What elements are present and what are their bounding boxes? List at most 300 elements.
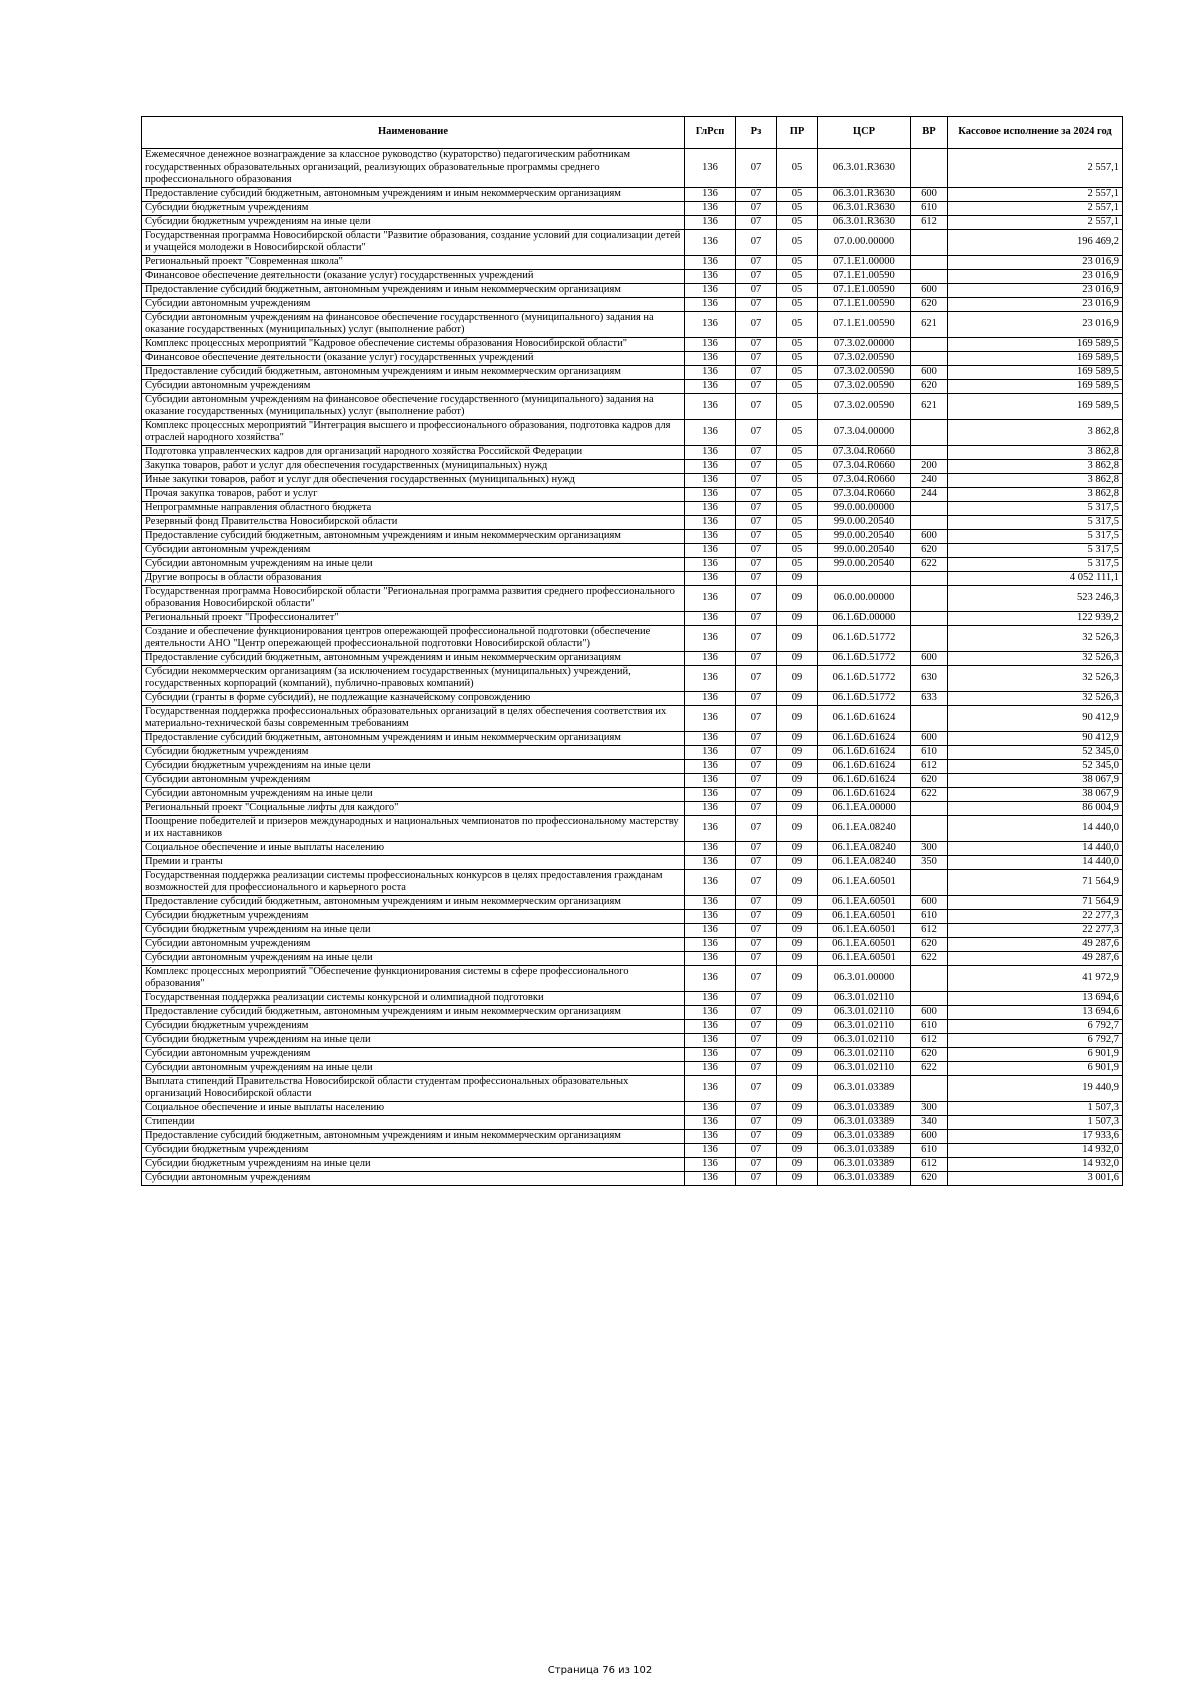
cell-pr: 09 [777,705,818,731]
cell-vr: 600 [911,1129,948,1143]
cell-rz: 07 [736,1033,777,1047]
cell-rz: 07 [736,815,777,841]
cell-name: Предоставление субсидий бюджетным, автономным учреждениям и иным некоммерческим организациям [142,1005,685,1019]
table-row [142,365,1123,379]
cell-vr: 610 [911,1019,948,1033]
cell-amount: 14 440,0 [948,815,1123,841]
cell-glrsp: 136 [685,529,736,543]
cell-amount: 71 564,9 [948,895,1123,909]
cell-amount: 86 004,9 [948,801,1123,815]
cell-vr: 600 [911,651,948,665]
cell-name: Субсидии автономным учреждениям [142,1171,685,1185]
cell-vr: 620 [911,379,948,393]
cell-pr: 05 [777,419,818,445]
cell-glrsp: 136 [685,297,736,311]
cell-rz: 07 [736,365,777,379]
cell-rz: 07 [736,869,777,895]
cell-vr: 610 [911,745,948,759]
cell-name: Субсидии бюджетным учреждениям [142,1019,685,1033]
table-row [142,869,1123,895]
table-row [142,759,1123,773]
cell-pr: 09 [777,1115,818,1129]
cell-amount: 90 412,9 [948,705,1123,731]
cell-vr: 244 [911,487,948,501]
cell-rz: 07 [736,379,777,393]
cell-glrsp: 136 [685,473,736,487]
header-rz: Рз [736,117,777,149]
cell-vr [911,337,948,351]
cell-amount: 23 016,9 [948,283,1123,297]
cell-glrsp: 136 [685,351,736,365]
cell-vr: 620 [911,297,948,311]
cell-glrsp: 136 [685,625,736,651]
cell-rz: 07 [736,1019,777,1033]
cell-pr: 09 [777,731,818,745]
cell-rz: 07 [736,611,777,625]
table-row [142,909,1123,923]
cell-pr: 09 [777,1075,818,1101]
cell-glrsp: 136 [685,269,736,283]
cell-pr: 05 [777,379,818,393]
cell-csr: 06.3.01.02110 [818,1019,911,1033]
cell-pr: 09 [777,1171,818,1185]
table-header-row [142,117,1123,149]
cell-rz: 07 [736,1129,777,1143]
cell-amount: 5 317,5 [948,543,1123,557]
cell-vr [911,625,948,651]
cell-amount: 17 933,6 [948,1129,1123,1143]
cell-rz: 07 [736,991,777,1005]
table-row [142,419,1123,445]
cell-amount: 52 345,0 [948,745,1123,759]
table-row [142,705,1123,731]
cell-csr: 06.3.01.R3630 [818,215,911,229]
cell-csr: 07.1.E1.00590 [818,269,911,283]
cell-csr: 06.1.6D.51772 [818,625,911,651]
cell-rz: 07 [736,515,777,529]
cell-name: Региональный проект "Профессионалитет" [142,611,685,625]
cell-pr: 09 [777,815,818,841]
cell-rz: 07 [736,459,777,473]
cell-vr [911,149,948,188]
cell-pr: 09 [777,965,818,991]
cell-csr: 07.1.E1.00000 [818,255,911,269]
cell-vr [911,269,948,283]
cell-glrsp: 136 [685,937,736,951]
cell-glrsp: 136 [685,1157,736,1171]
cell-pr: 09 [777,691,818,705]
table-row [142,895,1123,909]
table-row [142,1101,1123,1115]
cell-amount: 3 862,8 [948,487,1123,501]
cell-name: Субсидии автономным учреждениям [142,773,685,787]
cell-pr: 09 [777,1047,818,1061]
cell-rz: 07 [736,691,777,705]
cell-glrsp: 136 [685,773,736,787]
cell-amount: 38 067,9 [948,773,1123,787]
cell-csr: 06.1.EA.08240 [818,855,911,869]
cell-glrsp: 136 [685,149,736,188]
cell-vr: 620 [911,773,948,787]
cell-vr: 612 [911,1157,948,1171]
cell-name: Государственная поддержка профессиональных образовательных организаций в целях обеспечения соответствия их материально-технической базы современным требованиям [142,705,685,731]
cell-csr: 07.3.02.00590 [818,351,911,365]
cell-name: Комплекс процессных мероприятий "Кадровое обеспечение системы образования Новосибирской области" [142,337,685,351]
cell-amount: 52 345,0 [948,759,1123,773]
cell-amount: 23 016,9 [948,269,1123,283]
table-row [142,473,1123,487]
cell-csr: 06.1.6D.61624 [818,705,911,731]
table-row [142,787,1123,801]
cell-vr: 620 [911,1171,948,1185]
cell-name: Субсидии автономным учреждениям на иные цели [142,787,685,801]
cell-csr: 06.3.01.R3630 [818,149,911,188]
cell-csr: 06.3.01.03389 [818,1171,911,1185]
cell-name: Субсидии бюджетным учреждениям на иные цели [142,923,685,937]
cell-glrsp: 136 [685,1005,736,1019]
cell-glrsp: 136 [685,487,736,501]
cell-csr: 06.3.01.00000 [818,965,911,991]
cell-glrsp: 136 [685,705,736,731]
cell-amount: 3 862,8 [948,459,1123,473]
cell-amount: 90 412,9 [948,731,1123,745]
table-row [142,229,1123,255]
header-amount: Кассовое исполнение за 2024 год [948,117,1123,149]
cell-amount: 169 589,5 [948,337,1123,351]
cell-amount: 71 564,9 [948,869,1123,895]
cell-pr: 05 [777,473,818,487]
cell-vr: 300 [911,1101,948,1115]
cell-glrsp: 136 [685,459,736,473]
cell-rz: 07 [736,351,777,365]
cell-glrsp: 136 [685,855,736,869]
table-row [142,1047,1123,1061]
cell-vr [911,815,948,841]
cell-pr: 09 [777,1129,818,1143]
cell-vr [911,585,948,611]
cell-amount: 196 469,2 [948,229,1123,255]
cell-vr: 612 [911,1033,948,1047]
cell-rz: 07 [736,269,777,283]
cell-amount: 3 862,8 [948,419,1123,445]
cell-pr: 05 [777,501,818,515]
cell-vr: 622 [911,787,948,801]
cell-glrsp: 136 [685,557,736,571]
cell-name: Предоставление субсидий бюджетным, автономным учреждениям и иным некоммерческим организациям [142,529,685,543]
table-row [142,665,1123,691]
cell-vr: 622 [911,1061,948,1075]
cell-rz: 07 [736,1143,777,1157]
cell-amount: 32 526,3 [948,651,1123,665]
page-number: Страница 76 из 102 [547,1665,653,1676]
cell-glrsp: 136 [685,731,736,745]
table-row [142,815,1123,841]
table-row [142,965,1123,991]
cell-glrsp: 136 [685,759,736,773]
cell-rz: 07 [736,501,777,515]
cell-pr: 09 [777,869,818,895]
cell-amount: 3 862,8 [948,445,1123,459]
cell-pr: 05 [777,269,818,283]
cell-amount: 32 526,3 [948,625,1123,651]
cell-rz: 07 [736,1005,777,1019]
cell-csr: 07.0.00.00000 [818,229,911,255]
cell-name: Предоставление субсидий бюджетным, автономным учреждениям и иным некоммерческим организациям [142,1129,685,1143]
cell-amount: 32 526,3 [948,691,1123,705]
cell-glrsp: 136 [685,229,736,255]
cell-pr: 09 [777,937,818,951]
cell-csr: 06.3.01.R3630 [818,201,911,215]
cell-name: Предоставление субсидий бюджетным, автономным учреждениям и иным некоммерческим организациям [142,731,685,745]
cell-pr: 09 [777,773,818,787]
cell-glrsp: 136 [685,283,736,297]
cell-vr: 300 [911,841,948,855]
cell-pr: 05 [777,311,818,337]
cell-pr: 05 [777,149,818,188]
cell-csr: 06.3.01.03389 [818,1101,911,1115]
cell-glrsp: 136 [685,1033,736,1047]
cell-glrsp: 136 [685,445,736,459]
cell-csr: 06.1.EA.60501 [818,869,911,895]
cell-rz: 07 [736,705,777,731]
cell-name: Финансовое обеспечение деятельности (оказание услуг) государственных учреждений [142,269,685,283]
cell-name: Поощрение победителей и призеров международных и национальных чемпионатов по профессиональному мастерству и их наставников [142,815,685,841]
table-row [142,1061,1123,1075]
cell-glrsp: 136 [685,895,736,909]
cell-pr: 05 [777,337,818,351]
header-csr: ЦСР [818,117,911,149]
cell-amount: 14 932,0 [948,1157,1123,1171]
cell-name: Субсидии некоммерческим организациям (за исключением государственных (муниципальных) учреждений, государственных корпораций (компаний), публично-правовых компаний) [142,665,685,691]
cell-csr: 06.1.6D.61624 [818,773,911,787]
cell-rz: 07 [736,1157,777,1171]
cell-amount: 23 016,9 [948,297,1123,311]
table-row [142,311,1123,337]
cell-vr [911,445,948,459]
cell-pr: 09 [777,1157,818,1171]
cell-glrsp: 136 [685,1047,736,1061]
cell-vr: 340 [911,1115,948,1129]
cell-rz: 07 [736,665,777,691]
cell-amount: 38 067,9 [948,787,1123,801]
table-row [142,215,1123,229]
cell-name: Субсидии бюджетным учреждениям [142,909,685,923]
cell-glrsp: 136 [685,1075,736,1101]
cell-csr: 06.1.6D.61624 [818,731,911,745]
table-row [142,611,1123,625]
cell-name: Субсидии бюджетным учреждениям на иные цели [142,759,685,773]
table-row [142,1143,1123,1157]
cell-rz: 07 [736,473,777,487]
cell-csr: 06.3.01.03389 [818,1129,911,1143]
cell-amount: 6 901,9 [948,1061,1123,1075]
cell-pr: 09 [777,923,818,937]
cell-pr: 09 [777,841,818,855]
cell-glrsp: 136 [685,187,736,201]
cell-csr: 06.1.EA.60501 [818,895,911,909]
cell-vr [911,611,948,625]
cell-amount: 2 557,1 [948,149,1123,188]
cell-rz: 07 [736,773,777,787]
cell-amount: 22 277,3 [948,923,1123,937]
budget-execution-table [141,116,1123,1186]
cell-name: Субсидии бюджетным учреждениям на иные цели [142,1033,685,1047]
table-row [142,1157,1123,1171]
cell-amount: 169 589,5 [948,393,1123,419]
cell-vr [911,515,948,529]
header-glrsp: ГлРсп [685,117,736,149]
cell-vr [911,705,948,731]
cell-rz: 07 [736,651,777,665]
cell-csr: 06.1.6D.61624 [818,759,911,773]
cell-glrsp: 136 [685,665,736,691]
cell-rz: 07 [736,801,777,815]
cell-csr: 99.0.00.20540 [818,529,911,543]
cell-amount: 169 589,5 [948,351,1123,365]
cell-rz: 07 [736,201,777,215]
cell-amount: 13 694,6 [948,991,1123,1005]
cell-rz: 07 [736,937,777,951]
cell-pr: 05 [777,459,818,473]
table-row [142,255,1123,269]
cell-rz: 07 [736,625,777,651]
table-row [142,501,1123,515]
cell-name: Государственная поддержка реализации системы конкурсной и олимпиадной подготовки [142,991,685,1005]
cell-vr: 612 [911,759,948,773]
cell-pr: 05 [777,297,818,311]
cell-pr: 05 [777,393,818,419]
cell-rz: 07 [736,1101,777,1115]
cell-csr: 06.1.EA.60501 [818,923,911,937]
table-row [142,187,1123,201]
cell-amount: 19 440,9 [948,1075,1123,1101]
cell-name: Субсидии (гранты в форме субсидий), не подлежащие казначейскому сопровождению [142,691,685,705]
cell-csr: 06.1.6D.00000 [818,611,911,625]
cell-rz: 07 [736,215,777,229]
cell-glrsp: 136 [685,691,736,705]
cell-pr: 05 [777,187,818,201]
cell-glrsp: 136 [685,651,736,665]
table-row [142,745,1123,759]
cell-name: Субсидии автономным учреждениям [142,297,685,311]
cell-name: Предоставление субсидий бюджетным, автономным учреждениям и иным некоммерческим организациям [142,365,685,379]
cell-csr: 06.3.01.03389 [818,1075,911,1101]
table-row [142,459,1123,473]
cell-pr: 05 [777,351,818,365]
cell-rz: 07 [736,229,777,255]
cell-name: Другие вопросы в области образования [142,571,685,585]
cell-csr: 07.3.04.R0660 [818,459,911,473]
cell-csr [818,571,911,585]
cell-name: Ежемесячное денежное вознаграждение за классное руководство (кураторство) педагогическим работникам государственных образовательных организаций, реализующих образовательные программы среднего профессионального образования [142,149,685,188]
cell-vr: 621 [911,311,948,337]
cell-rz: 07 [736,283,777,297]
cell-csr: 07.1.E1.00590 [818,311,911,337]
cell-name: Субсидии автономным учреждениям на иные цели [142,1061,685,1075]
cell-glrsp: 136 [685,1129,736,1143]
cell-rz: 07 [736,557,777,571]
cell-rz: 07 [736,445,777,459]
cell-csr: 07.3.02.00590 [818,379,911,393]
cell-name: Субсидии бюджетным учреждениям [142,201,685,215]
cell-pr: 05 [777,529,818,543]
cell-pr: 05 [777,557,818,571]
cell-rz: 07 [736,1061,777,1075]
cell-amount: 14 440,0 [948,841,1123,855]
cell-amount: 23 016,9 [948,311,1123,337]
cell-name: Резервный фонд Правительства Новосибирской области [142,515,685,529]
cell-csr: 07.3.04.00000 [818,419,911,445]
cell-csr: 07.3.02.00590 [818,393,911,419]
cell-glrsp: 136 [685,515,736,529]
table-row [142,585,1123,611]
cell-csr: 06.3.01.R3630 [818,187,911,201]
cell-csr: 07.3.02.00000 [818,337,911,351]
cell-pr: 05 [777,215,818,229]
cell-vr: 621 [911,393,948,419]
table-row [142,937,1123,951]
cell-name: Предоставление субсидий бюджетным, автономным учреждениям и иным некоммерческим организациям [142,187,685,201]
cell-csr: 06.1.EA.60501 [818,951,911,965]
cell-glrsp: 136 [685,379,736,393]
cell-vr [911,229,948,255]
cell-pr: 05 [777,365,818,379]
cell-rz: 07 [736,923,777,937]
cell-amount: 41 972,9 [948,965,1123,991]
cell-csr: 06.3.01.02110 [818,991,911,1005]
cell-name: Премии и гранты [142,855,685,869]
cell-rz: 07 [736,419,777,445]
table-row [142,297,1123,311]
cell-vr [911,571,948,585]
cell-glrsp: 136 [685,311,736,337]
cell-name: Финансовое обеспечение деятельности (оказание услуг) государственных учреждений [142,351,685,365]
cell-vr: 610 [911,1143,948,1157]
header-name: Наименование [142,117,685,149]
table-row [142,487,1123,501]
cell-vr [911,419,948,445]
cell-rz: 07 [736,311,777,337]
cell-csr: 06.1.EA.08240 [818,841,911,855]
cell-name: Субсидии автономным учреждениям на финансовое обеспечение государственного (муниципального) задания на оказание государственных (муниципальных) услуг (выполнение работ) [142,311,685,337]
cell-vr: 630 [911,665,948,691]
cell-vr: 620 [911,937,948,951]
cell-pr: 09 [777,895,818,909]
cell-name: Комплекс процессных мероприятий "Интеграция высшего и профессионального образования, подготовка кадров для отраслей народного хозяйства" [142,419,685,445]
cell-glrsp: 136 [685,571,736,585]
cell-pr: 09 [777,801,818,815]
cell-amount: 3 862,8 [948,473,1123,487]
cell-name: Субсидии бюджетным учреждениям [142,745,685,759]
cell-glrsp: 136 [685,393,736,419]
cell-amount: 2 557,1 [948,201,1123,215]
table-row [142,201,1123,215]
cell-csr: 06.1.6D.51772 [818,651,911,665]
cell-name: Субсидии автономным учреждениям [142,543,685,557]
cell-amount: 5 317,5 [948,529,1123,543]
cell-name: Социальное обеспечение и иные выплаты населению [142,841,685,855]
cell-vr: 350 [911,855,948,869]
table-row [142,393,1123,419]
cell-amount: 6 792,7 [948,1019,1123,1033]
cell-glrsp: 136 [685,787,736,801]
cell-vr [911,501,948,515]
cell-pr: 09 [777,611,818,625]
cell-csr: 07.3.04.R0660 [818,487,911,501]
cell-glrsp: 136 [685,1101,736,1115]
cell-amount: 523 246,3 [948,585,1123,611]
cell-pr: 05 [777,283,818,297]
